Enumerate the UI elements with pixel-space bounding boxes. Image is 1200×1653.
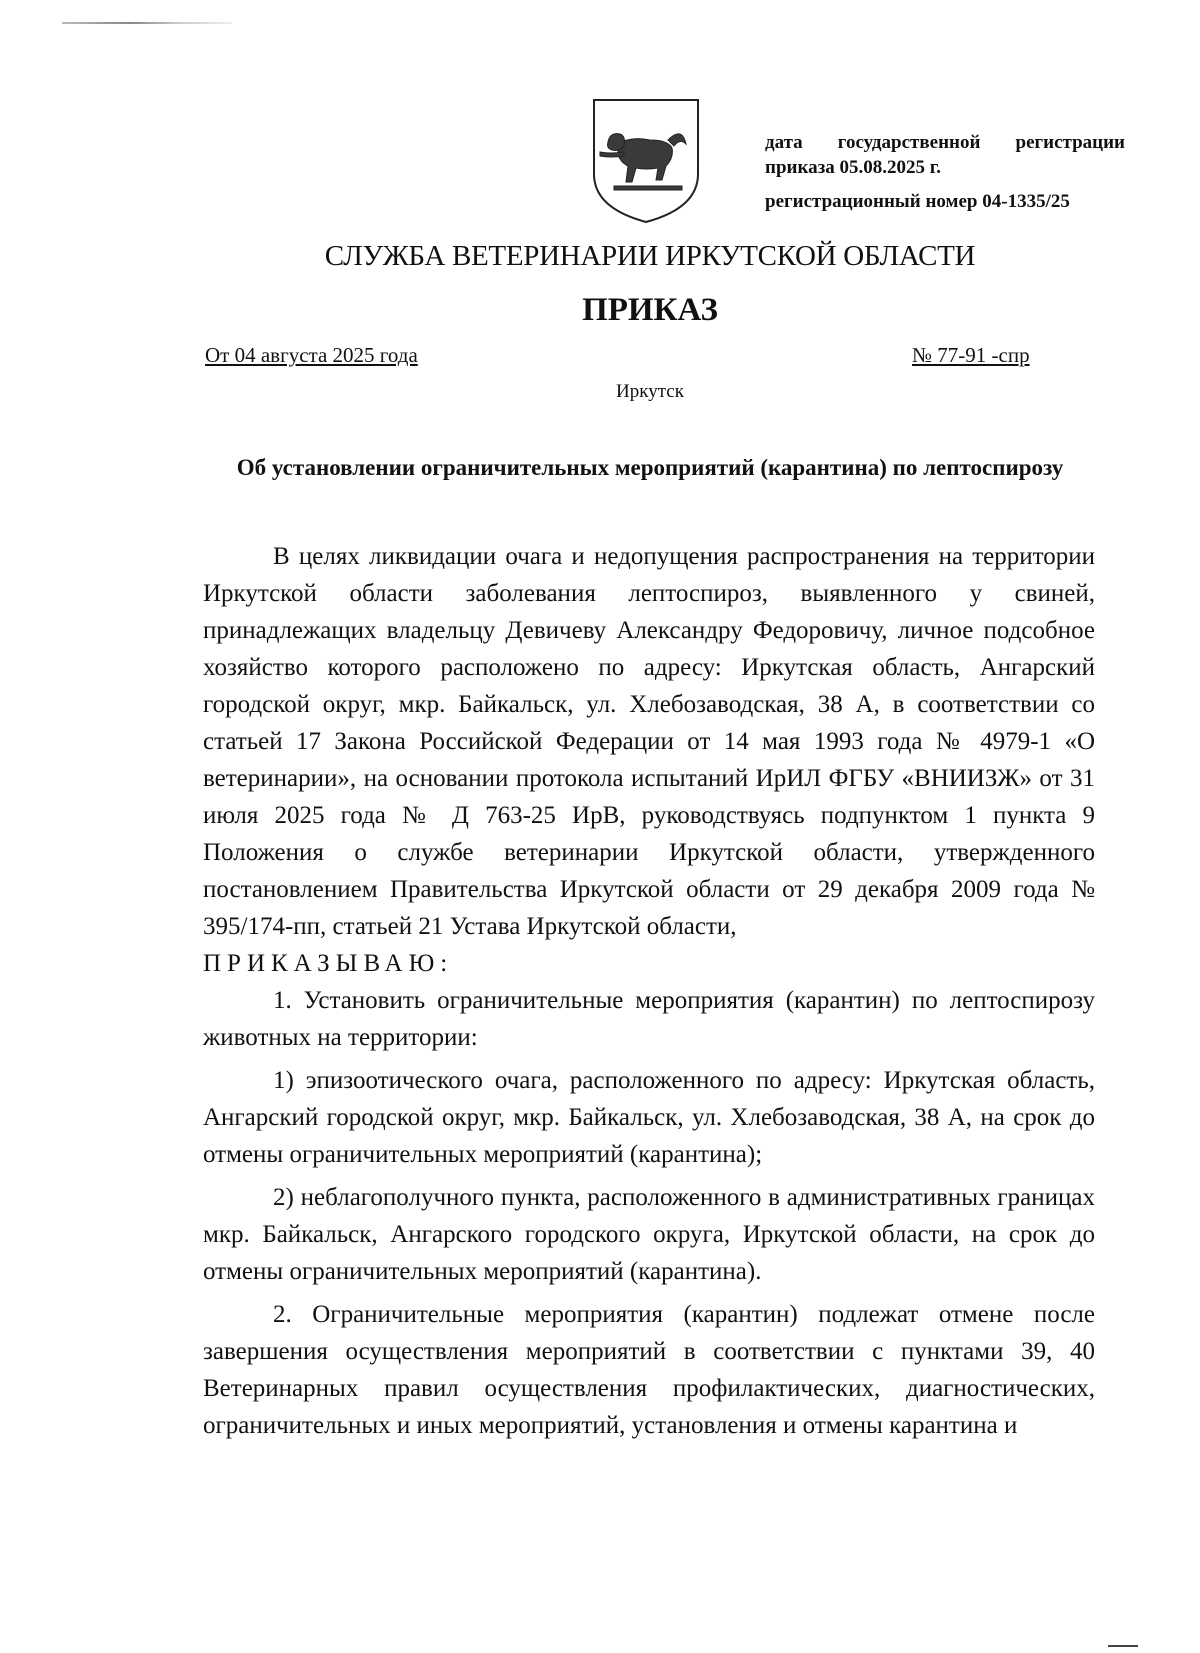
order-date: От 04 августа 2025 года [205,343,418,367]
order-word: ПРИКАЗЫВАЮ: [203,950,454,977]
clause-1-2: 2) неблагополучного пункта, расположенного в административных границах мкр. Байкальск, Ангарского городского округа, Иркутской области, на срок до отмены ограничительных мероприятий (карантина). [203,1184,1095,1285]
document-body [203,538,1095,1444]
document-type: ПРИКАЗ [582,292,718,328]
order-number: № 77-91 -спр [912,343,1030,367]
clause-1-1: 1) эпизоотического очага, расположенного по адресу: Иркутская область, Ангарский городской округ, мкр. Байкальск, ул. Хлебозаводская, 38 А, на срок до отмены ограничительных мероприятий (карантина); [203,1067,1095,1168]
clause-2: 2. Ограничительные мероприятия (карантин) подлежат отмене после завершения осуществления мероприятий в соответствии с пунктами 39, 40 Ветеринарных правил осуществления профилактических, диагностических, ограничительных и иных мероприятий, установления и отмены карантина и [203,1301,1095,1439]
document-title: Об установлении ограничительных мероприятий (карантина) по лептоспирозу [236,455,1064,480]
clause-1: 1. Установить ограничительные мероприятия (карантин) по лептоспирозу животных на территории: [203,987,1095,1051]
scan-artifact-corner [1108,1645,1138,1647]
coat-of-arms [590,96,702,226]
scan-artifact-line [62,22,232,24]
order-city: Иркутск [616,381,684,402]
preamble-paragraph: В целях ликвидации очага и недопущения распространения на территории Иркутской области заболевания лептоспироз, выявленного у свиней, принадлежащих владельцу Девичеву Александру Федоровичу, личное подсобное хозяйство которого расположено по адресу: Иркутская область, Ангарский городской округ, мкр. Байкальск, ул. Хлебозаводская, 38 А, в соответствии со статьей 17 Закона Российской Федерации от 14 мая 1993 года № 4979-1 «О ветеринарии», на основании протокола испытаний ИрИЛ ФГБУ «ВНИИЗЖ» от 31 июля 2025 года № Д 763-25 ИрВ, руководствуясь подпунктом 1 пункта 9 Положения о службе ветеринарии Иркутской области, утвержденного постановлением Правительства Иркутской области от 29 декабря 2009 года № 395/174-пп, статьей 21 Устава Иркутской области, [203,543,1095,940]
registration-block [765,130,1125,214]
organization-name: СЛУЖБА ВЕТЕРИНАРИИ ИРКУТСКОЙ ОБЛАСТИ [324,240,976,272]
registration-date: приказа 05.08.2025 г. [765,157,941,178]
registration-line-1: дата государственной регистрации [765,132,1125,153]
babr-coat-of-arms-icon [590,96,702,226]
registration-number: регистрационный номер 04-1335/25 [765,191,1070,212]
